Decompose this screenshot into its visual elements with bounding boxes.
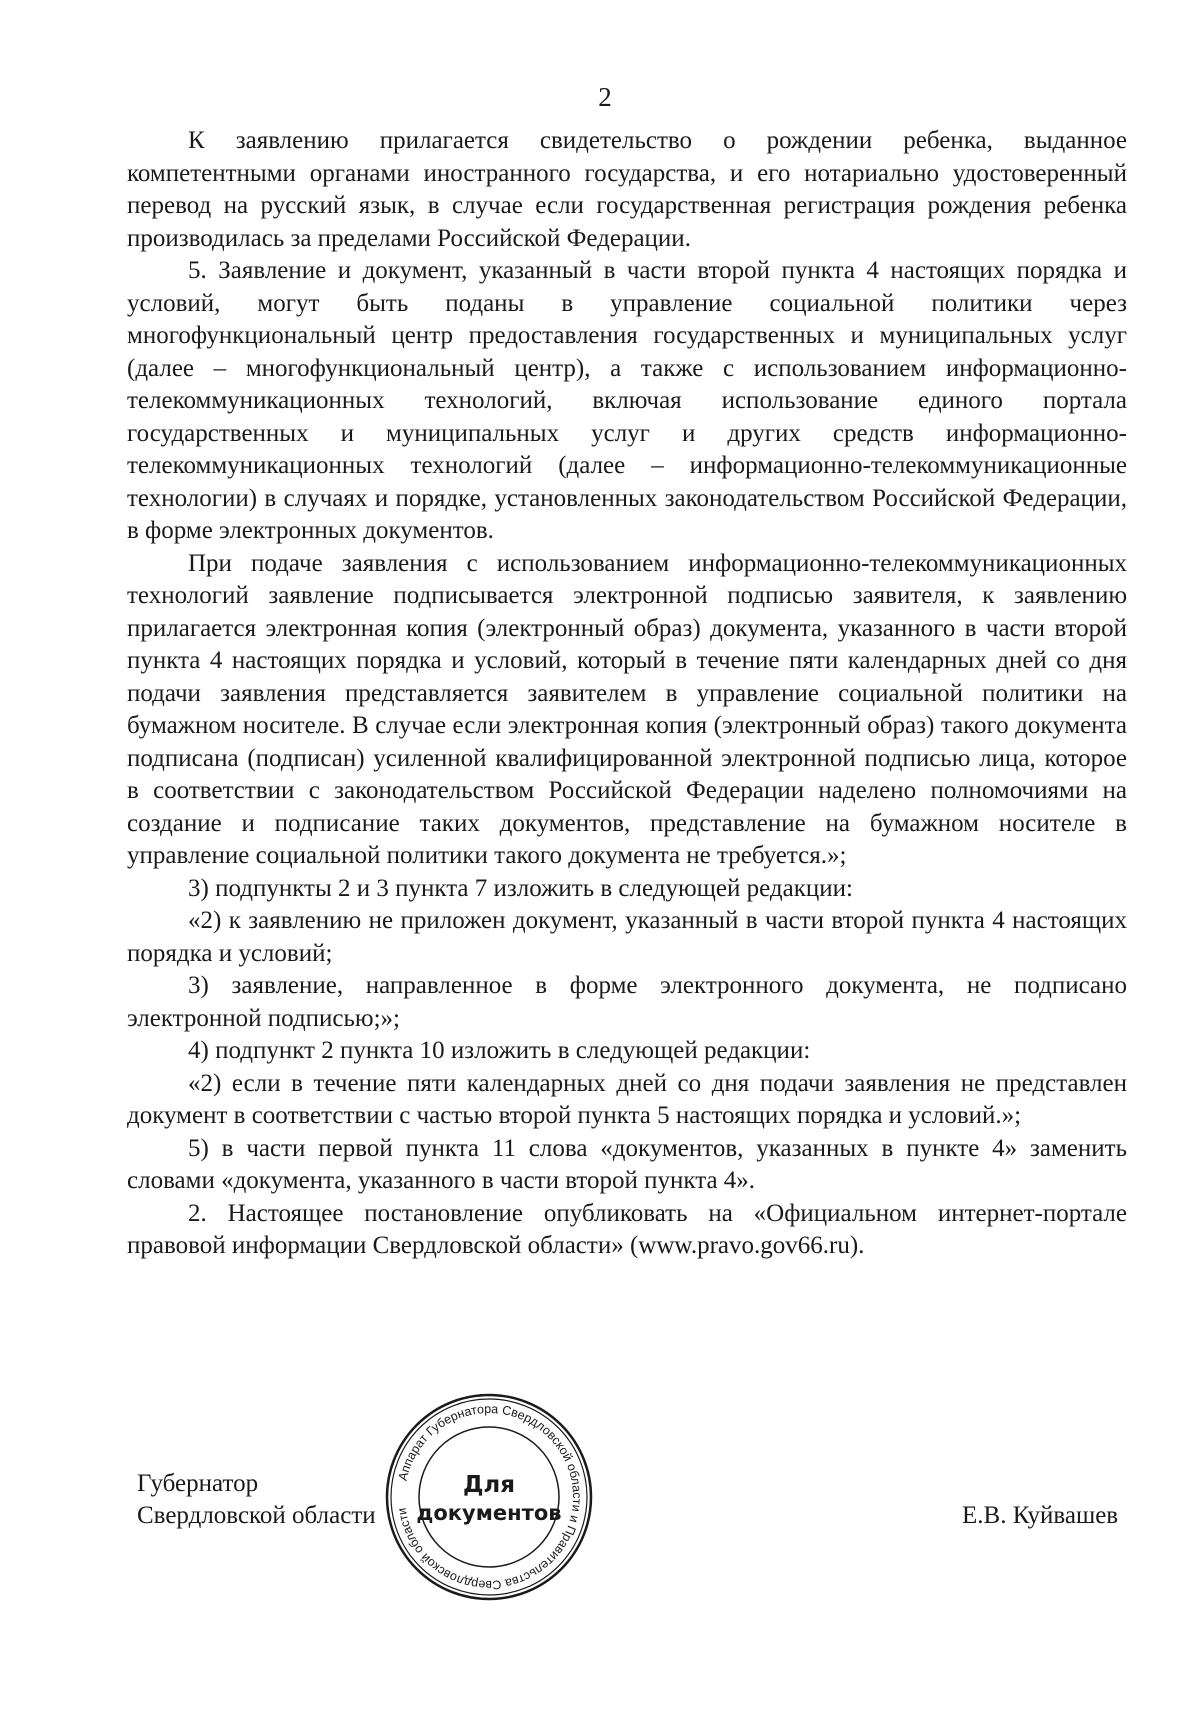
paragraph-item-5: 5. Заявление и документ, указанный в части второй пункта 4 настоящих порядка и условий, могут быть поданы в управление социальной политики через многофункциональный центр предоставления государственных и муниципальных услуг (далее – многофункциональный центр), а также с использованием информационно-телекоммуникационных технологий, включая использование единого портала государственных и муниципальных услуг и других средств информационно-телекоммуникационных технологий (далее – информационно-телекоммуникационные технологии) в случаях и порядке, установленных законодательством Российской Федерации, в форме электронных документов. bbox=[127, 257, 1127, 544]
page-number: 2 bbox=[598, 82, 612, 112]
signer-name: Е.В. Куйвашев bbox=[962, 1502, 1119, 1529]
paragraph-amendment-4: 4) подпункт 2 пункта 10 изложить в следующей редакции: bbox=[188, 1037, 811, 1064]
signature-position-region: Свердловской области bbox=[137, 1502, 376, 1529]
paragraph-subitem-3: 3) заявление, направленное в форме электронного документа, не подписано электронной подписью;»; bbox=[127, 972, 1127, 1032]
paragraph-amendment-3: 3) подпункты 2 и 3 пункта 7 изложить в следующей редакции: bbox=[188, 874, 853, 902]
stamp-ring-textpath: Аппарат Губернатора Свердловской области и Правительства Свердловской области bbox=[394, 1401, 585, 1593]
paragraph-birth-certificate: К заявлению прилагается свидетельство о рождении ребенка, выданное компетентными органами иностранного государства, и его нотариально удостоверенный перевод на русский язык, в случае если государственная регистрация рождения ребенка производилась за пределами Российской Федерации. bbox=[127, 127, 1127, 252]
stamp-center-line1: Для bbox=[462, 1472, 516, 1498]
paragraph-subitem-2: «2) к заявлению не приложен документ, указанный в части второй пункта 4 настоящих порядка и условий; bbox=[127, 907, 1127, 967]
paragraph-amendment-5: 5) в части первой пункта 11 слова «документов, указанных в пункте 4» заменить словами «документа, указанного в части второй пункта 4». bbox=[127, 1134, 1127, 1194]
stamp-center-line2: документов bbox=[416, 1501, 562, 1525]
official-stamp bbox=[384, 1392, 594, 1602]
paragraph-electronic-submission: При подаче заявления с использованием информационно-телекоммуникационных технологий заявление подписывается электронной подписью заявителя, к заявлению прилагается электронная копия (электронный образ) документа, указанного в части второй пункта 4 настоящих порядка и условий, который в течение пяти календарных дней со дня подачи заявления представляется заявителем в управление социальной политики на бумажном носителе. В случае если электронная копия (электронный образ) такого документа подписана (подписан) усиленной квалифицированной электронной подписью лица, которое в соответствии с законодательством Российской Федерации наделено полномочиями на создание и подписание таких документов, представление на бумажном носителе в управление социальной политики такого документа не требуется.»; bbox=[127, 549, 1127, 869]
paragraph-publication: 2. Настоящее постановление опубликовать на «Официальном интернет-портале правовой информации Свердловской области» (www.pravo.gov66.ru). bbox=[127, 1199, 1127, 1259]
signature-position-title: Губернатор bbox=[137, 1470, 259, 1497]
paragraph-subitem-2-new: «2) если в течение пяти календарных дней со дня подачи заявления не представлен документ в соответствии с частью второй пункта 5 настоящих порядка и условий.»; bbox=[127, 1069, 1127, 1129]
signature-position bbox=[137, 1468, 376, 1532]
document-body bbox=[127, 125, 1127, 1263]
